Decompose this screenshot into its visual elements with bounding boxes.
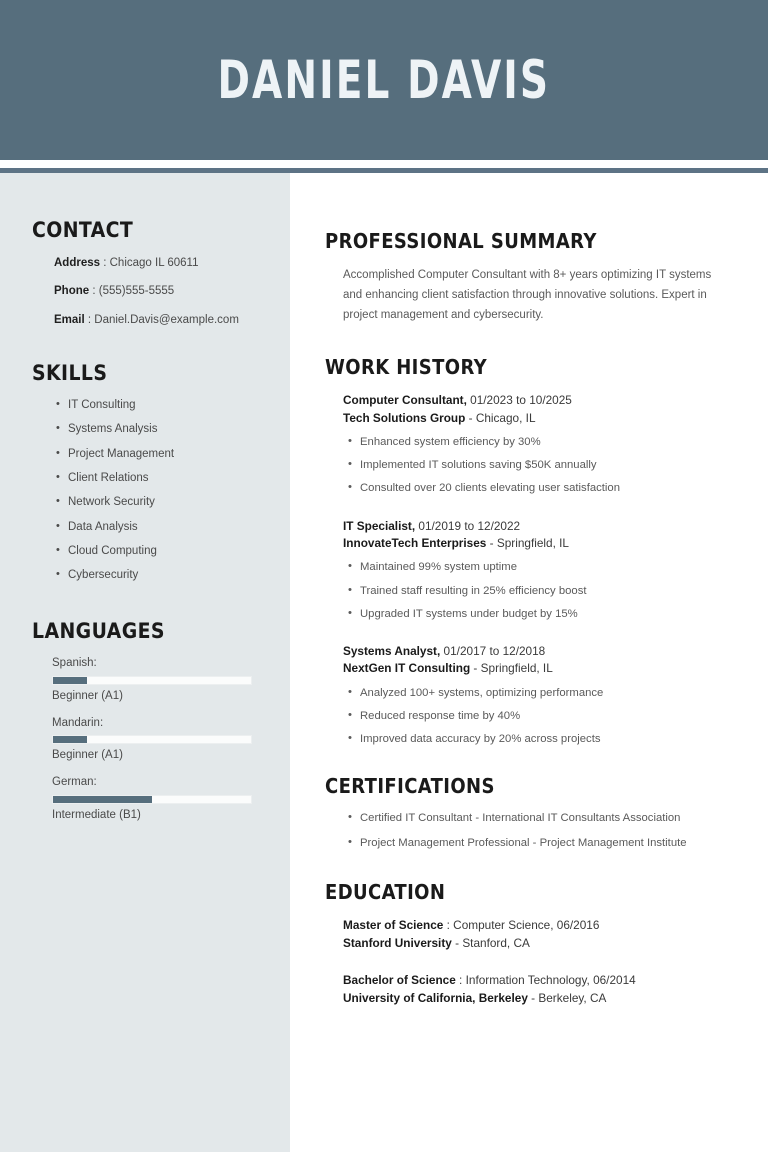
language-proficiency-fill [53,736,87,743]
list-item: • IT Consulting [56,399,260,413]
list-item [54,256,260,270]
education-location-separator: - [451,935,463,950]
list-item: • Implemented IT solutions saving $50K annually [348,458,738,472]
certifications-section [325,774,738,850]
list-item [52,776,260,823]
list-item: • Upgraded IT systems under budget by 15% [348,607,738,621]
job-location-separator: - [486,535,497,550]
summary-text: Accomplished Computer Consultant with 8+ years optimizing IT systems and enhancing client satisfaction through innovative solutions. Expert in project management and cybersecurity. [343,269,712,321]
job-bullets [343,686,738,746]
skills-section [32,361,260,583]
education-school: Stanford University [343,935,452,950]
list-item [325,917,738,952]
job-location-separator: - [470,661,481,676]
skills-list [32,399,260,583]
contact-heading: CONTACT [32,218,134,242]
job-company: InnovateTech Enterprises [343,535,487,550]
contact-value: Chicago IL 60611 [109,257,199,269]
education-field: Information Technology, 06/2014 [465,973,636,988]
language-proficiency-bar [52,795,252,804]
job-dates: 01/2023 to 10/2025 [470,393,572,408]
languages-heading: LANGUAGES [32,619,165,643]
list-item [325,518,738,621]
job-title-line [343,643,738,660]
contact-label: Email [54,313,85,326]
education-location-separator: - [527,990,539,1005]
page-title: DANIEL DAVIS [217,49,551,111]
education-degree-separator: : [455,973,466,988]
contact-section [32,218,260,327]
job-list [325,392,738,746]
list-item [325,972,738,1007]
job-location: Chicago, IL [475,410,536,425]
list-item: • Network Security [56,496,260,510]
language-name: Mandarin: [52,716,104,729]
list-item: • Client Relations [56,472,260,486]
list-item: • Analyzed 100+ systems, optimizing performance [348,686,738,700]
language-level: Beginner (A1) [52,749,123,762]
contact-label: Address [54,257,101,269]
certifications-heading: CERTIFICATIONS [325,774,495,798]
education-location: Stanford, CA [462,935,530,950]
certifications-list [325,811,738,850]
job-title-line [343,392,738,409]
list-item: • Project Management Professional - Project Management Institute [348,836,738,850]
language-proficiency-bar [52,735,252,744]
job-title: Computer Consultant, [343,393,467,408]
list-item: • Project Management [56,448,260,462]
list-item [325,392,738,495]
list-item: • Consulted over 20 clients elevating user satisfaction [348,481,738,495]
education-degree-line [343,917,738,934]
education-school-line [343,990,738,1007]
contact-separator: : [89,285,99,298]
education-list [325,917,738,1007]
language-proficiency-fill [53,677,87,684]
contact-list [32,256,260,327]
list-item: • Systems Analysis [56,423,260,437]
language-level: Intermediate (B1) [52,808,141,821]
list-item: • Reduced response time by 40% [348,709,738,723]
contact-value: (555)555-5555 [98,285,175,298]
job-company-line [343,535,738,552]
list-item [54,284,260,298]
work-history-heading: WORK HISTORY [325,355,488,380]
education-degree-separator: : [443,918,454,933]
job-bullets [343,435,738,495]
list-item: • Cloud Computing [56,545,260,559]
job-location: Springfield, IL [480,661,553,676]
education-location: Berkeley, CA [538,990,607,1005]
list-item: • Trained staff resulting in 25% efficiency boost [348,584,738,598]
language-level: Beginner (A1) [52,689,123,702]
list-item: • Maintained 99% system uptime [348,560,738,574]
language-proficiency-fill [53,796,152,803]
language-name: Spanish: [52,657,97,669]
job-dates: 01/2019 to 12/2022 [418,518,521,533]
job-title-line [343,518,738,535]
list-item [325,643,738,746]
list-item: • Data Analysis [56,521,260,535]
job-location-separator: - [465,410,476,425]
list-item [54,313,260,327]
resume-header [0,0,768,160]
job-dates: 01/2017 to 12/2018 [443,643,546,658]
job-location: Springfield, IL [496,535,569,550]
job-bullets [343,560,738,620]
languages-list [32,657,260,823]
contact-value: Daniel.Davis@example.com [94,313,239,326]
summary-section [325,229,738,325]
list-item [52,717,260,764]
contact-separator: : [84,313,95,326]
education-heading: EDUCATION [325,880,446,905]
language-proficiency-bar [52,676,252,685]
summary-heading: PROFESSIONAL SUMMARY [325,229,597,253]
education-degree: Bachelor of Science [343,973,456,988]
education-section [325,880,738,1007]
resume-body [0,173,768,1152]
list-item: • Certified IT Consultant - International IT Consultants Association [348,811,738,825]
education-degree: Master of Science [343,918,444,933]
sidebar [0,173,290,1152]
header-gap [0,160,768,168]
language-name: German: [52,776,97,789]
list-item: • Improved data accuracy by 20% across projects [348,732,738,746]
job-title: IT Specialist, [343,518,416,533]
education-school-line [343,935,738,952]
education-school: University of California, Berkeley [343,990,528,1005]
contact-separator: : [100,257,110,269]
list-item [52,657,260,704]
education-degree-line [343,972,738,989]
job-company-line [343,410,738,427]
job-company-line [343,660,738,677]
job-title: Systems Analyst, [343,643,441,658]
job-company: NextGen IT Consulting [343,661,471,676]
job-company: Tech Solutions Group [343,410,466,425]
list-item: • Enhanced system efficiency by 30% [348,435,738,449]
languages-section [32,619,260,823]
work-history-section [325,355,738,746]
education-field: Computer Science, 06/2016 [453,918,600,933]
contact-label: Phone [54,285,90,298]
list-item: • Cybersecurity [56,569,260,583]
skills-heading: SKILLS [32,361,108,386]
main-content [290,189,768,1152]
